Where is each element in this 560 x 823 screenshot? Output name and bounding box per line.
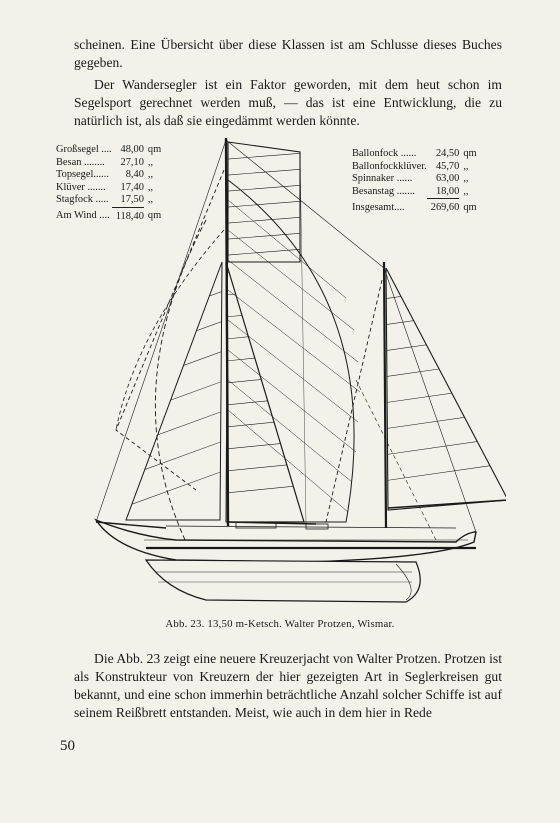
sail-total-value: 118,40 — [115, 210, 144, 222]
paragraph-wandersegler: Der Wandersegler ist ein Faktor geworden, mit dem heut schon im Segelsport gerechnet werden muß, — das ist eine Entwicklung, die zu natürlich ist, als daß sie eingedämmt werden könnte. — [74, 77, 502, 128]
sail-name: Besanstag ....... — [352, 185, 415, 197]
sail-name: Klüver ....... — [56, 181, 106, 193]
figure-caption: Abb. 23. 13,50 m-Ketsch. Walter Protzen, Wismar. — [165, 618, 395, 630]
sail-total-name: Am Wind .... — [56, 210, 110, 222]
sail-unit: qm — [147, 144, 162, 155]
paragraph-protzen: Die Abb. 23 zeigt eine neuere Kreuzerjacht von Walter Protzen. Protzen ist als Konstrukteur von Kreuzern der hier gezeigten Art in Seglerkreisen gut bekannt, und eine schon immerhin beträchtliche Anzahl solcher Schiffe ist auf seinem Reißbrett entstanden. Meist, wie auch in dem hier in Rede — [74, 651, 502, 720]
sail-name: Großsegel .... — [56, 144, 112, 155]
sail-value: 8,40 — [125, 169, 144, 180]
sail-value: 18,00 — [427, 186, 460, 199]
balloon-jib — [226, 180, 354, 522]
sail-unit: ,, — [463, 160, 469, 172]
sail-value: 24,50 — [435, 148, 460, 159]
sail-total-name: Insgesamt.... — [352, 201, 405, 213]
sail-value: 63,00 — [435, 173, 460, 184]
sail-value: 48,00 — [120, 144, 144, 155]
sail-name: Stagfock ..... — [56, 194, 109, 206]
mizzen-sail — [386, 268, 506, 510]
sail-unit: ,, — [147, 156, 154, 168]
sail-unit: ,, — [463, 185, 469, 197]
sail-unit: ,, — [147, 181, 154, 193]
sail-name: Spinnaker ...... — [352, 173, 413, 184]
page-number: 50 — [60, 738, 75, 754]
mizzen-mast — [384, 262, 386, 528]
sail-unit: ,, — [463, 173, 469, 184]
sail-value: 45,70 — [435, 160, 460, 172]
spinnaker-dashed — [155, 220, 206, 542]
sail-total-value: 269,60 — [430, 202, 460, 213]
sail-total-unit: qm — [463, 201, 477, 213]
sail-name: Ballonfock ...... — [352, 148, 417, 159]
jib-dashed — [116, 170, 224, 490]
sail-unit: qm — [463, 148, 477, 159]
ketch-sail-plan-illustration — [56, 130, 506, 610]
keel — [146, 560, 420, 602]
sail-name: Besan ........ — [56, 156, 105, 168]
sail-unit: ,, — [147, 194, 154, 206]
sail-name: Ballonfockklüver. — [352, 160, 427, 172]
sail-value: 17,40 — [120, 181, 144, 193]
sail-name: Topsegel...... — [56, 169, 109, 180]
sail-total-unit: qm — [147, 210, 162, 222]
mainsail — [226, 262, 304, 522]
mizzen-staysail-dashed — [326, 280, 382, 522]
paragraph-intro: scheinen. Eine Übersicht über diese Klassen ist am Schlusse dieses Buches gegeben. — [74, 37, 502, 70]
sail-value: 27,10 — [120, 156, 144, 168]
sail-unit: ,, — [147, 169, 154, 180]
sail-value: 17,50 — [112, 194, 144, 207]
